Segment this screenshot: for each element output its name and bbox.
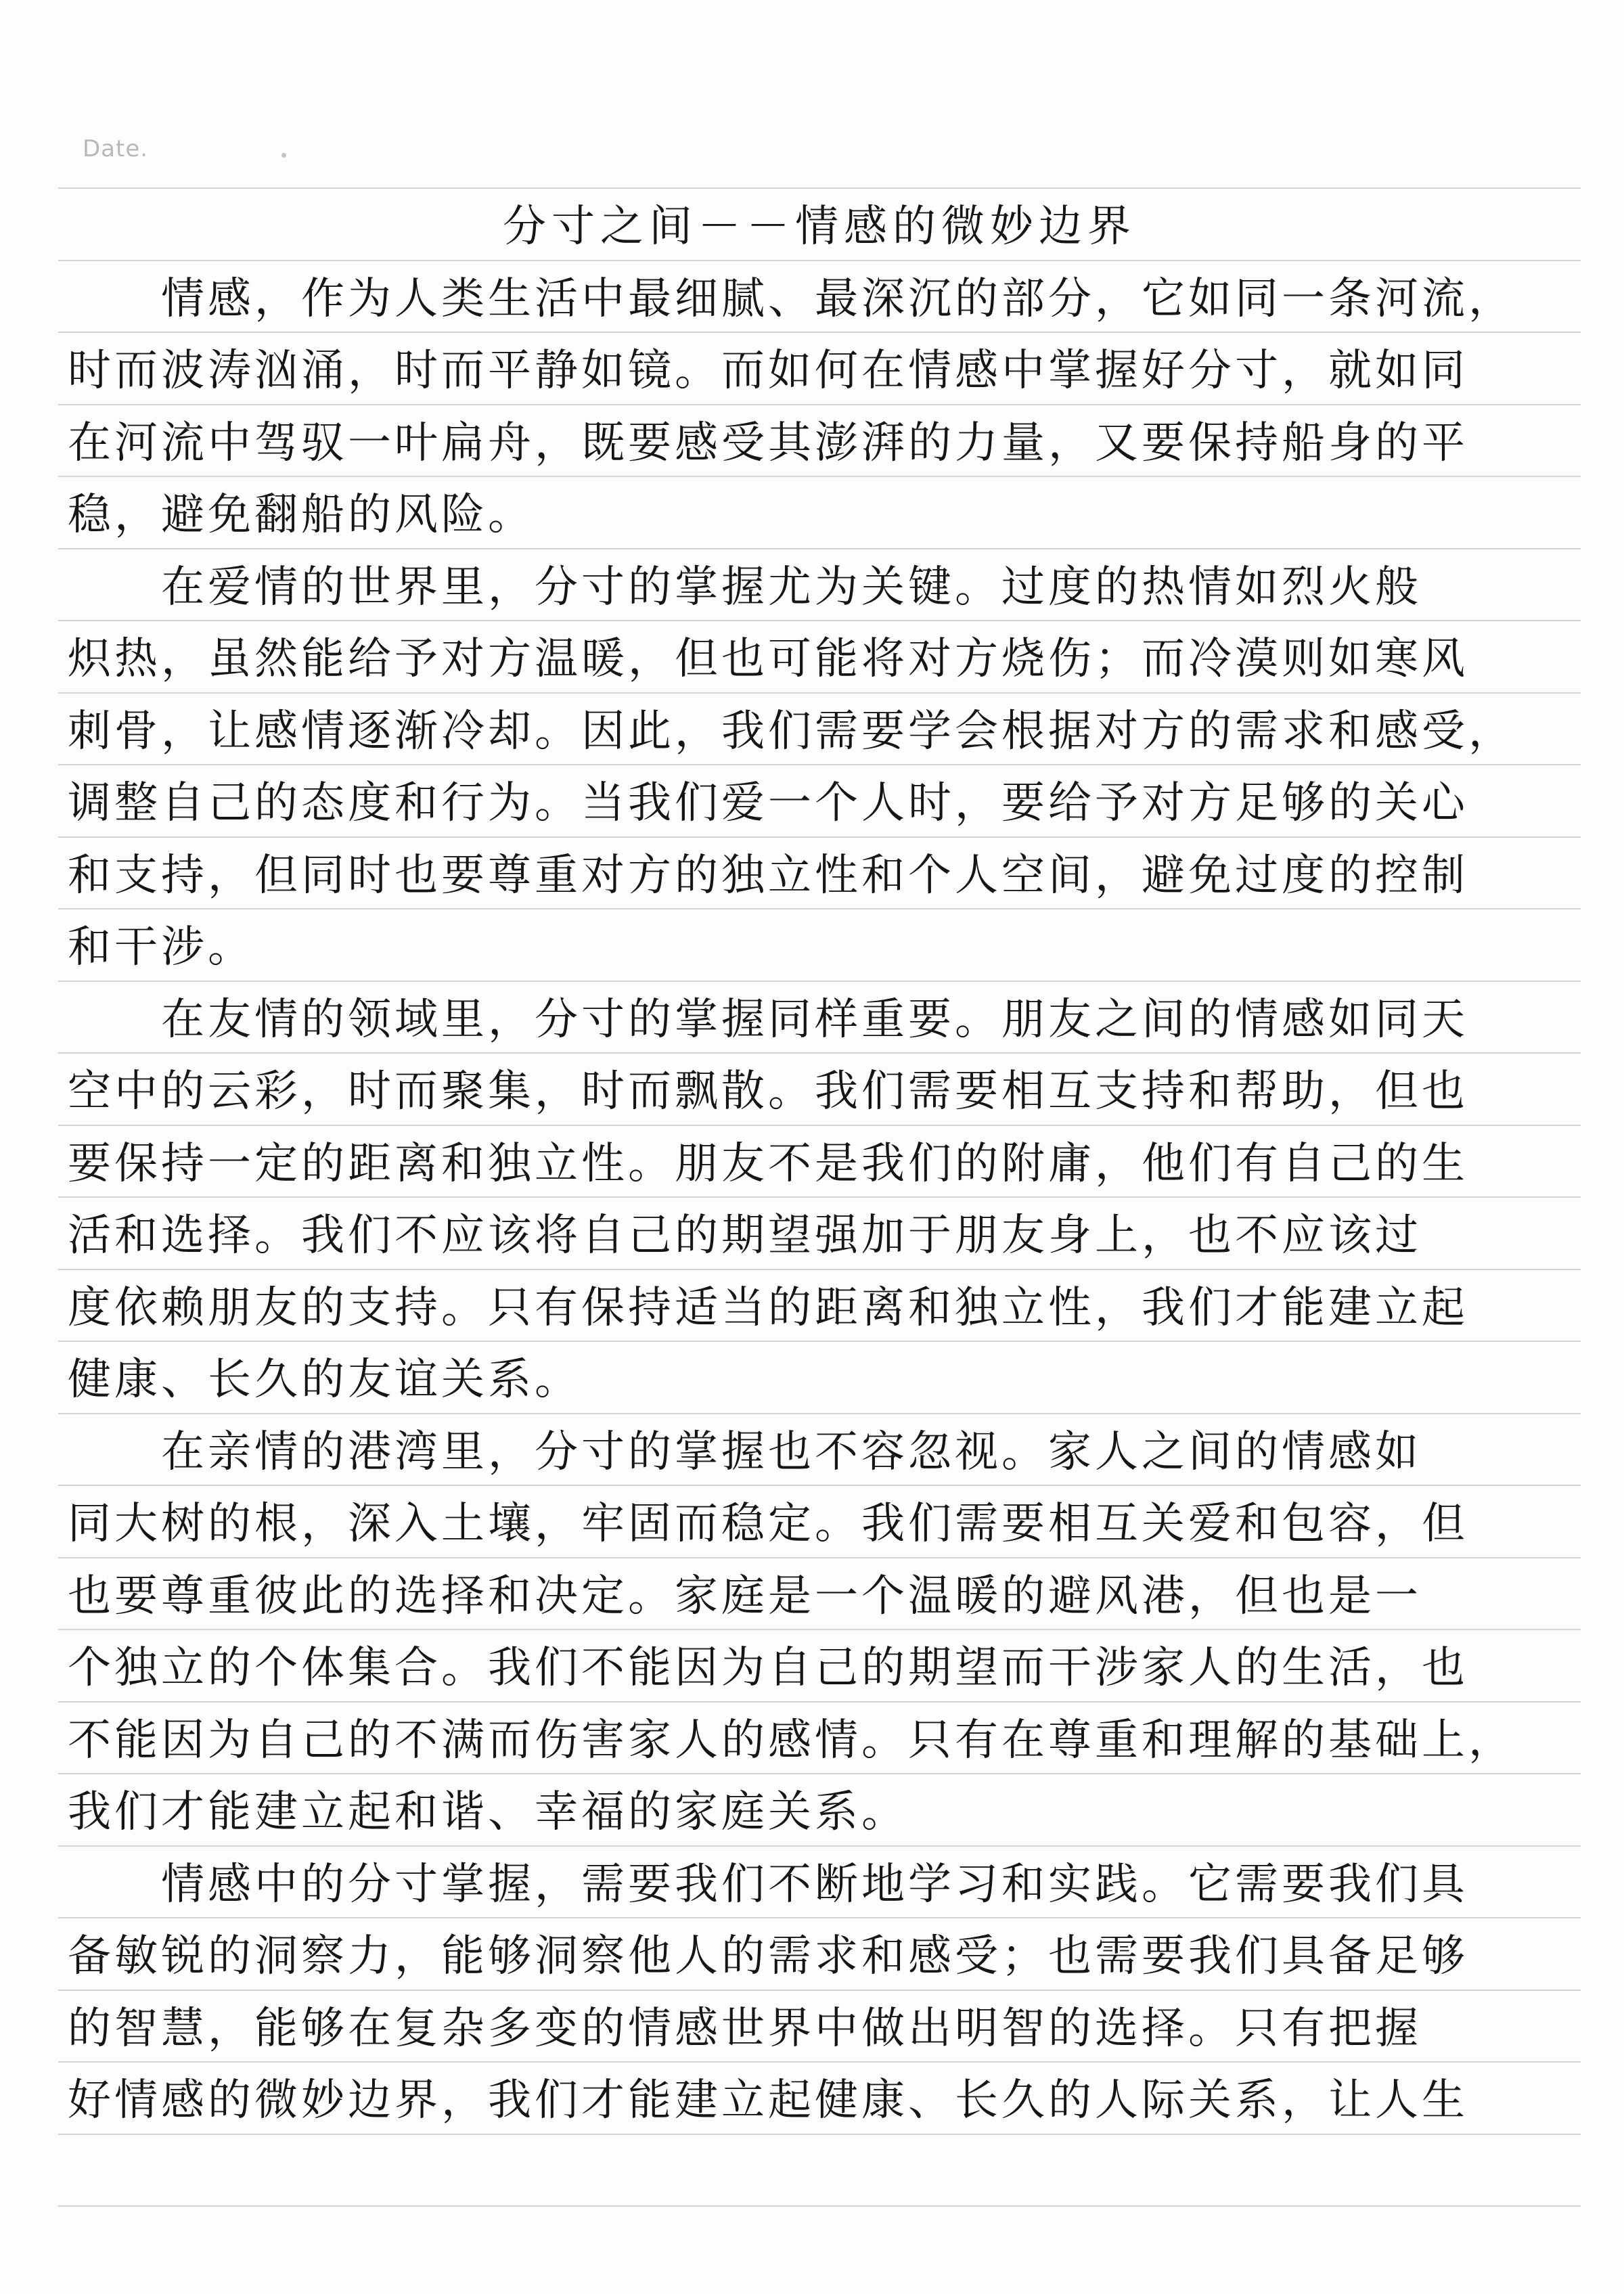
essay-line: 稳，避免翻船的风险。 (58, 477, 1581, 549)
paragraph-4 (58, 1414, 1581, 1847)
essay-line: 在爱情的世界里，分寸的掌握尤为关键。过度的热情如烈火般 (58, 549, 1581, 622)
essay-line: 炽热，虽然能给予对方温暖，但也可能将对方烧伤；而冷漠则如寒风 (58, 621, 1581, 694)
essay-line: 情感，作为人类生活中最细腻、最深沉的部分，它如同一条河流， (58, 261, 1581, 334)
essay-line: 时而波涛汹涌，时而平静如镜。而如何在情感中掌握好分寸，就如同 (58, 333, 1581, 405)
essay-line: 好情感的微妙边界，我们才能建立起健康、长久的人际关系，让人生 (58, 2063, 1581, 2135)
essay-line: 情感中的分寸掌握，需要我们不断地学习和实践。它需要我们具 (58, 1847, 1581, 1919)
essay-line: 和干涉。 (58, 909, 1581, 982)
date-label: Date. (83, 135, 149, 162)
essay-line: 在河流中驾驭一叶扁舟，既要感受其澎湃的力量，又要保持船身的平 (58, 405, 1581, 478)
essay-line: 度依赖朋友的支持。只有保持适当的距离和独立性，我们才能建立起 (58, 1270, 1581, 1343)
paragraph-1 (58, 261, 1581, 549)
paragraph-3 (58, 982, 1581, 1414)
essay-line: 要保持一定的距离和独立性。朋友不是我们的附庸，他们有自己的生 (58, 1126, 1581, 1198)
essay-line: 在友情的领域里，分寸的掌握同样重要。朋友之间的情感如同天 (58, 982, 1581, 1054)
essay-line: 个独立的个体集合。我们不能因为自己的期望而干涉家人的生活，也 (58, 1630, 1581, 1703)
essay-line: 在亲情的港湾里，分寸的掌握也不容忽视。家人之间的情感如 (58, 1414, 1581, 1487)
essay-line: 备敏锐的洞察力，能够洞察他人的需求和感受；也需要我们具备足够 (58, 1918, 1581, 1991)
essay-line: 和支持，但同时也要尊重对方的独立性和个人空间，避免过度的控制 (58, 838, 1581, 910)
lined-sheet (58, 187, 1581, 2207)
paragraph-5 (58, 1847, 1581, 2135)
paragraph-2 (58, 549, 1581, 982)
essay-line: 调整自己的态度和行为。当我们爱一个人时，要给予对方足够的关心 (58, 765, 1581, 838)
essay-line: 空中的云彩，时而聚集，时而飘散。我们需要相互支持和帮助，但也 (58, 1054, 1581, 1126)
blank-ruled-line (58, 2135, 1581, 2207)
essay-line: 同大树的根，深入土壤，牢固而稳定。我们需要相互关爱和包容，但 (58, 1486, 1581, 1558)
essay-line: 也要尊重彼此的选择和决定。家庭是一个温暖的避风港，但也是一 (58, 1558, 1581, 1631)
stray-ink-dot (281, 153, 286, 158)
essay-line: 刺骨，让感情逐渐冷却。因此，我们需要学会根据对方的需求和感受， (58, 694, 1581, 766)
essay-line: 我们才能建立起和谐、幸福的家庭关系。 (58, 1774, 1581, 1847)
essay-title: 分寸之间－－情感的微妙边界 (58, 189, 1581, 261)
essay-line: 不能因为自己的不满而伤害家人的感情。只有在尊重和理解的基础上， (58, 1703, 1581, 1775)
essay-line: 健康、长久的友谊关系。 (58, 1342, 1581, 1414)
essay-line: 的智慧，能够在复杂多变的情感世界中做出明智的选择。只有把握 (58, 1991, 1581, 2063)
essay-line: 活和选择。我们不应该将自己的期望强加于朋友身上，也不应该过 (58, 1198, 1581, 1270)
